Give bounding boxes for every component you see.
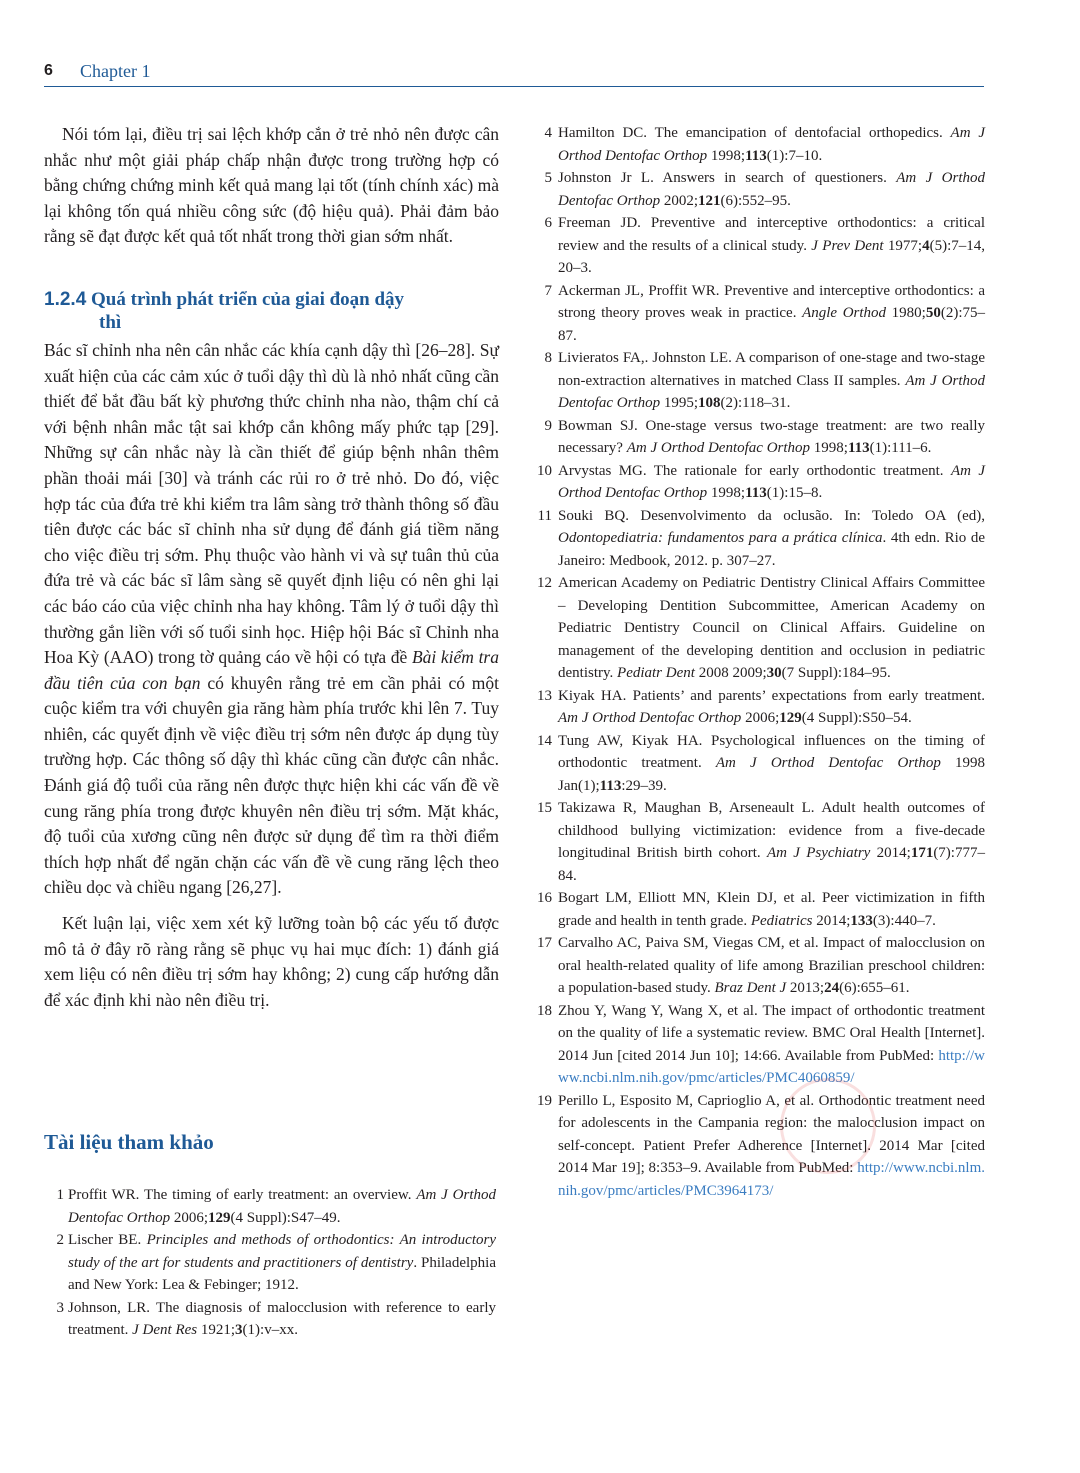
reference-number: 7 bbox=[544, 282, 552, 299]
references-list-right bbox=[530, 122, 985, 1202]
reference-year: 1998; bbox=[707, 147, 746, 164]
reference-number: 13 bbox=[537, 687, 552, 704]
reference-number: 8 bbox=[544, 350, 552, 366]
reference-volume: 133 bbox=[850, 912, 873, 929]
reference-text: Hamilton DC. The emancipation of dentofacial orthopedics. bbox=[558, 125, 951, 141]
reference-journal: Am J Orthod Dentofac Orthop bbox=[558, 462, 986, 501]
reference-item bbox=[530, 932, 985, 1000]
reference-volume: 24 bbox=[824, 980, 840, 996]
reference-year: 1977; bbox=[883, 237, 923, 254]
reference-number: 6 bbox=[544, 215, 552, 231]
references-list-left bbox=[44, 1184, 496, 1342]
reference-volume: 108 bbox=[698, 395, 721, 411]
reference-item bbox=[530, 797, 985, 887]
left-column bbox=[44, 122, 499, 1013]
reference-journal: Principles and methods of orthodontics: An introductory study of the art for students and practitioners of dentistry bbox=[68, 1232, 496, 1271]
reference-journal: Braz Dent J bbox=[714, 980, 787, 996]
reference-journal: Am J Psychiatry bbox=[766, 845, 871, 861]
page-header bbox=[44, 60, 984, 87]
reference-journal: Angle Orthod bbox=[802, 305, 887, 321]
reference-item bbox=[530, 685, 985, 730]
reference-item bbox=[530, 572, 985, 685]
reference-year: . 4th edn. Rio de Janeiro: Medbook, 2012. p. 307–27. bbox=[558, 530, 985, 569]
reference-item bbox=[530, 212, 985, 280]
reference-text: Takizawa R, Maughan B, Arseneault L. Adult health outcomes of childhood bullying victimization: evidence from a five-decade longitudinal British birth cohort. bbox=[558, 800, 985, 861]
reference-number: 3 bbox=[56, 1299, 64, 1316]
reference-item bbox=[44, 1184, 496, 1229]
reference-number: 19 bbox=[537, 1092, 552, 1109]
reference-text: Lischer BE. bbox=[68, 1232, 147, 1248]
reference-number: 9 bbox=[544, 417, 552, 434]
reference-number: 1 bbox=[56, 1187, 64, 1203]
reference-item bbox=[44, 1297, 496, 1342]
reference-text: Carvalho AC, Paiva SM, Viegas CM, et al. Impact of malocclusion on oral health-related quality of life among Brazilian preschool children: a population-based study. bbox=[558, 935, 985, 996]
reference-year: 2013; bbox=[786, 980, 825, 996]
reference-link[interactable]: http://www.ncbi.nlm.nih.gov/pmc/articles/PMC3964173/ bbox=[558, 1160, 985, 1199]
reference-item bbox=[530, 1090, 985, 1203]
reference-year: 2014; bbox=[870, 845, 911, 861]
page-number: 6 bbox=[44, 62, 53, 79]
reference-item bbox=[530, 415, 985, 460]
reference-item bbox=[530, 730, 985, 798]
reference-year: 1998; bbox=[810, 440, 848, 456]
reference-volume: 30 bbox=[766, 665, 782, 681]
reference-number: 17 bbox=[537, 935, 552, 951]
reference-journal: Am J Orthod Dentofac Orthop bbox=[558, 125, 985, 164]
reference-number: 11 bbox=[537, 507, 552, 524]
reference-pages: (6):655–61. bbox=[839, 980, 910, 996]
reference-pages: (1):15–8. bbox=[766, 485, 823, 501]
reference-volume: 113 bbox=[745, 485, 767, 501]
references-heading: Tài liệu tham khảo bbox=[44, 1130, 214, 1154]
section-title-line1: Quá trình phát triển của giai đoạn dậy bbox=[91, 288, 405, 310]
chapter-title: Chapter 1 bbox=[80, 61, 151, 81]
reference-number: 12 bbox=[537, 575, 552, 591]
reference-text: Souki BQ. Desenvolvimento da oclusão. In: Toledo OA (ed), bbox=[558, 507, 985, 524]
reference-link[interactable]: http://www.ncbi.nlm.nih.gov/pmc/articles/PMC4060859/ bbox=[558, 1047, 985, 1086]
reference-pages: (7 Suppl):184–95. bbox=[781, 665, 891, 681]
reference-journal: Am J Orthod Dentofac Orthop bbox=[558, 170, 985, 209]
reference-text: Bowman SJ. One-stage versus two-stage treatment: are two really necessary? bbox=[558, 417, 985, 456]
reference-year: 1998; bbox=[707, 485, 746, 501]
reference-year: . Philadelphia and New York: Lea & Febinger; 1912. bbox=[68, 1254, 496, 1293]
reference-number: 4 bbox=[544, 125, 552, 141]
reference-item bbox=[530, 460, 985, 505]
reference-pages: (1):111–6. bbox=[869, 440, 932, 456]
reference-pages: (4 Suppl):S47–49. bbox=[230, 1209, 341, 1226]
reference-volume: 50 bbox=[925, 305, 941, 321]
reference-journal: Odontopediatria: fundamentos para a prática clínica bbox=[558, 530, 883, 546]
reference-pages: :29–39. bbox=[621, 777, 667, 794]
reference-volume: 113 bbox=[847, 440, 870, 456]
reference-journal: Am J Orthod Dentofac Orthop bbox=[715, 755, 941, 771]
reference-journal: J Dent Res bbox=[132, 1322, 198, 1338]
reference-pages: (6):552–95. bbox=[720, 192, 791, 209]
reference-number: 16 bbox=[537, 890, 552, 906]
reference-item bbox=[530, 347, 985, 415]
reference-volume: 113 bbox=[599, 777, 622, 794]
paragraph-text: Bác sĩ chỉnh nha nên cân nhắc các khía cạnh dậy thì [26–28]. Sự xuất hiện của các cảm xúc ở tuổi dậy thì dù là nhỏ nhất cũng cần thiết để bắt đầu bất kỳ phương thức chỉnh nha nào, thậm chí cả với bệnh nhân mắc tật sai khớp cắn không mấy phức tạp [29]. Những sự cân nhắc này là cần thiết để giúp bệnh nhân thêm phần thoải mái [30] và tránh các rủi ro ở trẻ nhỏ. Do đó, việc hợp tác của đứa trẻ khi kiểm tra lâm sàng trở thành thông số đầu tiên được các bác sĩ chỉnh nha sử dụng để đánh giá tiềm năng cho việc điều trị sớm. Phụ thuộc vào hành vi và sự tuân thủ của đứa trẻ và các bác sĩ lâm sàng sẽ quyết định liệu có nên ghi lại các báo cáo của việc chỉnh nha hay không. Tâm lý ở tuổi dậy thì thường gắn liền với số tuổi sinh học. Hiệp hội Bác sĩ Chỉnh nha Hoa Kỳ (AAO) trong tờ quảng cáo về hội có tựa đề bbox=[44, 339, 499, 668]
reference-year: 1980; bbox=[886, 305, 926, 321]
reference-year: 2006; bbox=[741, 710, 780, 726]
leaflet-title: Bài kiểm tra đầu tiên của con bạn bbox=[44, 647, 499, 693]
reference-text: Zhou Y, Wang Y, Wang X, et al. The impact of orthodontic treatment on the quality of life a systematic review. BMC Oral Health [Internet]. 2014 Jun [cited 2014 Jun 10]; 14:66. Available from PubMed: bbox=[558, 1002, 985, 1064]
reference-text: Johnston Jr L. Answers in search of questioners. bbox=[558, 170, 897, 186]
reference-pages: (1):v–xx. bbox=[242, 1322, 298, 1338]
reference-pages: (1):7–10. bbox=[766, 147, 823, 164]
reference-number: 15 bbox=[537, 800, 552, 816]
section-title-line2: thì bbox=[99, 311, 122, 333]
reference-number: 10 bbox=[537, 462, 552, 479]
reference-text: Proffit WR. The timing of early treatment: an overview. bbox=[68, 1187, 417, 1203]
reference-pages: (3):440–7. bbox=[872, 912, 936, 929]
reference-text: Perillo L, Esposito M, Caprioglio A, et al. Orthodontic treatment need for adolescents in the Campania region: the malocclusion impact on self-concept. Patient Prefer Adherence [Internet]. 2014 Mar [cited 2014 Mar 19]; 8:353–9. Available from PubMed: bbox=[558, 1092, 985, 1176]
reference-number: 14 bbox=[537, 732, 552, 749]
reference-journal: Pediatr Dent bbox=[617, 665, 695, 681]
reference-text: Arvystas MG. The rationale for early orthodontic treatment. bbox=[558, 462, 951, 479]
reference-item bbox=[530, 280, 985, 348]
reference-pages: (5):7–14, 20–3. bbox=[558, 237, 985, 276]
paragraph-text: có khuyên rằng trẻ em cần phải có một cuộc kiểm tra với chuyên gia răng hàm phía trước khi lên 7. Tuy nhiên, các quyết định về việc điều trị sớm nên được áp dụng tùy trường hợp. Các thông số dậy thì khác cũng cần được cân nhắc. Đánh giá độ tuổi của răng nên được thực hiện khi các vấn đề về cung răng phía trong được khuyên nên điều trị sớm. Mặt khác, độ tuổi của xương cũng nên được sử dụng để tìm ra thời điểm thích hợp nhất để ngăn chặn các vấn đề về cung răng lệch theo chiều dọc và chiều ngang [26,27]. bbox=[44, 672, 500, 898]
reference-text: Freeman JD. Preventive and interceptive orthodontics: a critical review and the results of a clinical study. bbox=[558, 215, 985, 254]
section-paragraph-1 bbox=[44, 338, 499, 901]
reference-text: Ackerman JL, Proffit WR. Preventive and interceptive orthodontics: a strong theory proves weak in practice. bbox=[558, 282, 985, 321]
reference-year: 1995; bbox=[660, 395, 698, 411]
reference-item bbox=[530, 1000, 985, 1090]
reference-volume: 4 bbox=[922, 237, 930, 254]
section-paragraph-2: Kết luận lại, việc xem xét kỹ lưỡng toàn bộ các yếu tố được mô tả ở đây rõ ràng rằng sẽ phục vụ hai mục đích: 1) đánh giá xem liệu có nên điều trị sớm hay không; 2) cung cấp hướng dẫn để xác định khi nào nên điều trị. bbox=[44, 913, 499, 1010]
reference-volume: 121 bbox=[698, 192, 721, 209]
reference-year: 2014; bbox=[812, 912, 851, 929]
reference-pages: (7):777–84. bbox=[558, 845, 985, 884]
reference-number: 18 bbox=[537, 1002, 552, 1019]
reference-pages: (2):75–87. bbox=[558, 305, 985, 344]
reference-number: 5 bbox=[544, 170, 552, 186]
reference-journal: Am J Orthod Dentofac Orthop bbox=[626, 440, 811, 456]
reference-year: 2008 2009; bbox=[694, 665, 767, 681]
reference-text: Bogart LM, Elliott MN, Klein DJ, et al. Peer victimization in fifth grade and health in tenth grade. bbox=[558, 890, 985, 929]
reference-text: Livieratos FA,. Johnston LE. A comparison of one-stage and two-stage non-extraction alternatives in matched Class II samples. bbox=[558, 350, 985, 389]
reference-item bbox=[530, 167, 985, 212]
intro-paragraph: Nói tóm lại, điều trị sai lệch khớp cắn ở trẻ nhỏ nên được cân nhắc như một giải pháp chấp nhận được trong trường hợp có bằng chứng chứng minh kết quả mang lại tốt (tính chính xác) mà lại không tốn quá nhiều công sức (độ hiệu quả). Phải đảm bảo rằng sẽ đạt được kết quả tốt nhất trong thời gian sớm nhất. bbox=[44, 124, 499, 247]
reference-volume: 129 bbox=[208, 1209, 231, 1226]
reference-volume: 171 bbox=[910, 845, 934, 861]
reference-text: Kiyak HA. Patients’ and parents’ expectations from early treatment. bbox=[558, 687, 985, 704]
reference-year: 2002; bbox=[660, 192, 698, 209]
reference-pages: (4 Suppl):S50–54. bbox=[801, 710, 912, 726]
reference-text: Tung AW, Kiyak HA. Psychological influences on the timing of orthodontic treatment. bbox=[558, 732, 985, 771]
reference-journal: Am J Orthod Dentofac Orthop bbox=[68, 1187, 496, 1226]
section-number: 1.2.4 bbox=[44, 288, 87, 310]
section-heading bbox=[44, 288, 499, 334]
reference-text: Johnson, LR. The diagnosis of malocclusion with reference to early treatment. bbox=[68, 1299, 496, 1338]
reference-item bbox=[530, 122, 985, 167]
watermark-stamp bbox=[780, 1078, 876, 1174]
reference-journal: Am J Orthod Dentofac Orthop bbox=[558, 372, 985, 411]
reference-journal: Pediatrics bbox=[750, 912, 813, 929]
reference-text: American Academy on Pediatric Dentistry Clinical Affairs Committee – Developing Dentition Subcommittee, American Academy on Pediatric Dentistry Council on Clinical Affairs. Guideline on management of the developing dentition and occlusion in pediatric dentistry. bbox=[558, 575, 985, 681]
reference-journal: J Prev Dent bbox=[811, 237, 884, 254]
reference-year: 2006; bbox=[170, 1209, 208, 1226]
reference-volume: 113 bbox=[745, 147, 767, 164]
reference-item bbox=[44, 1229, 496, 1297]
reference-volume: 129 bbox=[779, 710, 802, 726]
reference-item bbox=[530, 887, 985, 932]
reference-number: 2 bbox=[56, 1232, 64, 1248]
reference-journal: Am J Orthod Dentofac Orthop bbox=[558, 710, 742, 726]
reference-volume: 3 bbox=[235, 1322, 243, 1338]
reference-item bbox=[530, 505, 985, 573]
reference-year: 1921; bbox=[197, 1322, 236, 1338]
reference-year: 1998 Jan(1); bbox=[558, 755, 986, 794]
reference-pages: (2):118–31. bbox=[720, 395, 791, 411]
